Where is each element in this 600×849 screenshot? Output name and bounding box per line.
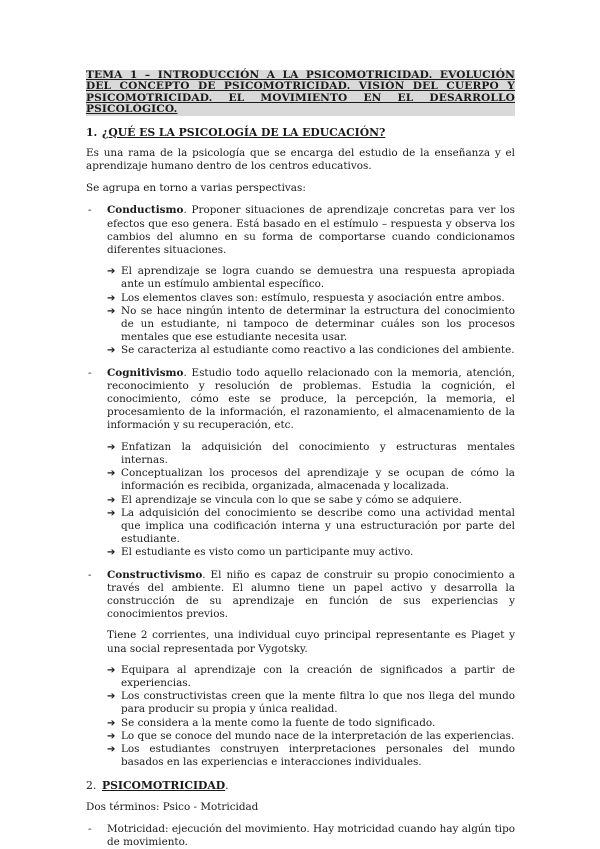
- cognitivismo-text: . Estudio todo aquello relacionado con la memoria, atención, reconocimiento y resolución de problemas. Estudia la cognición, el conocimiento, cómo este se produce, la percepción, la memoria, el procesamiento de la información, el razonamiento, el almacenamiento de la información y su recuperación, etc.: [107, 366, 515, 432]
- arrow-icon: ➔: [107, 664, 116, 676]
- list-item: [107, 717, 515, 730]
- arrow-icon: ➔: [107, 266, 116, 278]
- constructivismo-text: . El niño es capaz de construir su propio conocimiento a través del ambiente. El alumno tiene un papel activo y desarrolla la construcción de su aprendizaje en función de sus experiencias y conocimientos previos.: [107, 568, 515, 621]
- list-item-text: La adquisición del conocimiento se describe como una actividad mental que implica una codificación interna y una estructuración por parte del estudiante.: [121, 506, 515, 546]
- list-item: [107, 292, 515, 305]
- conductismo-item: [86, 204, 515, 257]
- list-item: [107, 743, 515, 769]
- list-item-text: Los elementos claves son: estímulo, respuesta y asociación entre ambos.: [121, 291, 505, 304]
- arrow-icon: ➔: [107, 441, 116, 453]
- motricidad-text: Motricidad: ejecución del movimiento. Hay motricidad cuando hay algún tipo de movimiento.: [107, 822, 515, 848]
- list-item: [107, 507, 515, 547]
- list-item-text: El aprendizaje se logra cuando se demuestra una respuesta apropiada ante un estímulo ambiental específico.: [121, 265, 515, 291]
- section-2-heading: [86, 779, 515, 792]
- dash-bullet: -: [88, 822, 92, 835]
- arrow-icon: ➔: [107, 345, 116, 357]
- section-1-heading-text: ¿QUÉ ES LA PSICOLOGÍA DE LA EDUCACIÓN?: [102, 125, 386, 139]
- section-1-intro: Es una rama de la psicología que se encarga del estudio de la enseñanza y el aprendizaje humano dentro de los centros educativos.: [86, 146, 515, 173]
- list-item-text: Se caracteriza al estudiante como reactivo a las condiciones del ambiente.: [121, 344, 515, 357]
- cognitivismo-item: [86, 367, 515, 433]
- list-item: [107, 690, 515, 716]
- document-title: TEMA 1 – INTRODUCCIÓN A LA PSICOMOTRICIDAD. EVOLUCIÓN DEL CONCEPTO DE PSICOMOTRICIDAD. VISIÓN DEL CUERPO Y PSICOMOTRICIDAD. EL MOVIMIENTO EN EL DESARROLLO PSICOLÓGICO.: [86, 69, 515, 116]
- list-item-text: Se considera a la mente como la fuente de todo significado.: [121, 716, 436, 729]
- section-2-heading-text: PSICOMOTRICIDAD: [102, 779, 226, 793]
- cognitivismo-points: [86, 441, 515, 560]
- dash-bullet: -: [88, 366, 92, 379]
- list-item-text: Equipara al aprendizaje con la creación de significados a partir de experiencias.: [121, 663, 515, 689]
- arrow-icon: ➔: [107, 691, 116, 703]
- list-item-text: Los constructivistas creen que la mente filtra lo que nos llega del mundo para producir su propia y única realidad.: [121, 690, 515, 716]
- arrow-icon: ➔: [107, 468, 116, 480]
- cognitivismo-term: Cognitivismo: [107, 366, 184, 379]
- section-2-heading-suffix: .: [225, 779, 229, 793]
- constructivismo-points: [86, 664, 515, 770]
- conductismo-term: Conductismo: [107, 204, 184, 217]
- dash-bullet: -: [88, 204, 92, 217]
- arrow-icon: ➔: [107, 717, 116, 729]
- arrow-icon: ➔: [107, 730, 116, 742]
- arrow-icon: ➔: [107, 305, 116, 317]
- arrow-icon: ➔: [107, 292, 116, 304]
- list-item: [107, 494, 515, 507]
- arrow-icon: ➔: [107, 743, 116, 755]
- conductismo-text: . Proponer situaciones de aprendizaje concretas para ver los efectos que eso genera. Está basado en el estímulo – respuesta y observa los cambios del alumno en su forma de comportarse cuando condicionamos diferentes situaciones.: [107, 204, 515, 257]
- constructivismo-extra: Tiene 2 corrientes, una individual cuyo principal representante es Piaget y una social representada por Vygotsky.: [107, 629, 515, 655]
- document-page: [86, 70, 515, 849]
- section-2-intro: Dos términos: Psico - Motricidad: [86, 800, 259, 813]
- arrow-icon: ➔: [107, 507, 116, 519]
- list-item: [107, 441, 515, 467]
- list-item: [107, 546, 515, 559]
- list-item-text: Conceptualizan los procesos del aprendizaje y se ocupan de cómo la información es recibida, organizada, almacenada y localizada.: [121, 467, 515, 493]
- section-1-number: 1.: [86, 125, 98, 139]
- arrow-icon: ➔: [107, 547, 116, 559]
- motricidad-item: [86, 823, 515, 849]
- list-item: [107, 265, 515, 291]
- list-item-text: Lo que se conoce del mundo nace de la interpretación de las experiencias.: [121, 729, 515, 742]
- section-2-number: 2.: [86, 779, 97, 793]
- constructivismo-term: Constructivismo: [107, 568, 203, 581]
- list-item-text: No se hace ningún intento de determinar la estructura del conocimiento de un estudiante, ni tampoco de determinar cuáles son los procesos mentales que ese estudiante necesita usar.: [121, 304, 515, 344]
- list-item: [107, 730, 515, 743]
- list-item-text: El aprendizaje se vincula con lo que se sabe y cómo se adquiere.: [121, 493, 462, 506]
- list-item: [107, 305, 515, 345]
- dash-bullet: -: [88, 568, 92, 581]
- list-item-text: Enfatizan la adquisición del conocimiento y estructuras mentales internas.: [121, 440, 515, 466]
- section-1-heading: [86, 126, 515, 139]
- arrow-icon: ➔: [107, 494, 116, 506]
- list-item-text: El estudiante es visto como un participante muy activo.: [121, 546, 414, 559]
- perspectives-intro: Se agrupa en torno a varias perspectivas:: [86, 182, 306, 195]
- list-item: [107, 467, 515, 493]
- conductismo-points: [86, 265, 515, 357]
- list-item: [107, 664, 515, 690]
- constructivismo-item: [86, 569, 515, 622]
- list-item-text: Los estudiantes construyen interpretaciones personales del mundo basados en las experiencias e interacciones individuales.: [121, 742, 515, 769]
- list-item: [107, 344, 515, 357]
